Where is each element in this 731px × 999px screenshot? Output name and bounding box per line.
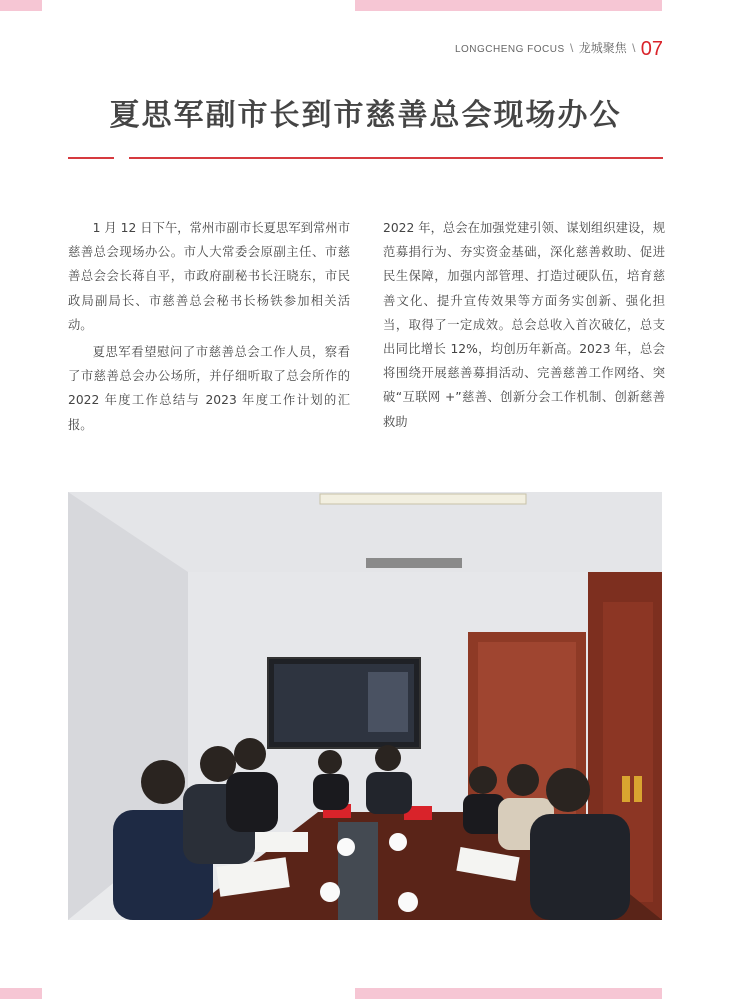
section-name-cn: 龙城聚焦 (578, 41, 627, 55)
section-name-en: LONGCHENG FOCUS (454, 44, 565, 55)
paragraph: 2022 年，总会在加强党建引领、谋划组织建设，规范募捐行为、夯实资金基础，深化慈善救助、促进民生保障，加强内部管理、打造过硬队伍，培育慈善文化、提升宣传效果等方面务实创新、强化担当，取得了一定成效。总会总收入首次破亿，总支出同比增长 12%，均创历年新高。2023 年，总会将围绕开展慈善募捐活动、完善慈善工作网络、突破“互联网 +”慈善、创新分会工作机制、创新慈善救助 (383, 221, 665, 429)
header-separator: \ (570, 41, 574, 55)
article-right-column (383, 216, 665, 437)
title-rule-long (129, 157, 663, 159)
corner-tab-top-right (355, 0, 662, 11)
corner-tab-bottom-right (355, 988, 662, 999)
corner-tab-bottom-left (0, 988, 42, 999)
paragraph: 夏思军看望慰问了市慈善总会工作人员，察看了市慈善总会办公场所，并仔细听取了总会所作的 2022 年度工作总结与 2023 年度工作计划的汇报。 (68, 345, 350, 432)
article-left-column (68, 216, 350, 440)
running-header (455, 38, 663, 61)
meeting-room-photo (68, 492, 662, 920)
corner-tab-top-left (0, 0, 42, 11)
meeting-photo-illustration (68, 492, 662, 920)
article-title: 夏思军副市长到市慈善总会现场办公 (109, 98, 622, 133)
header-separator-2: \ (632, 41, 636, 55)
paragraph: 1 月 12 日下午，常州市副市长夏思军到常州市慈善总会现场办公。市人大常委会原副主任、市慈善总会会长蒋自平，市政府副秘书长汪晓东，市民政局副局长、市慈善总会秘书长杨铁参加相关活动。 (68, 221, 350, 332)
title-rule-short (68, 157, 114, 159)
page-number: 07 (640, 38, 663, 60)
